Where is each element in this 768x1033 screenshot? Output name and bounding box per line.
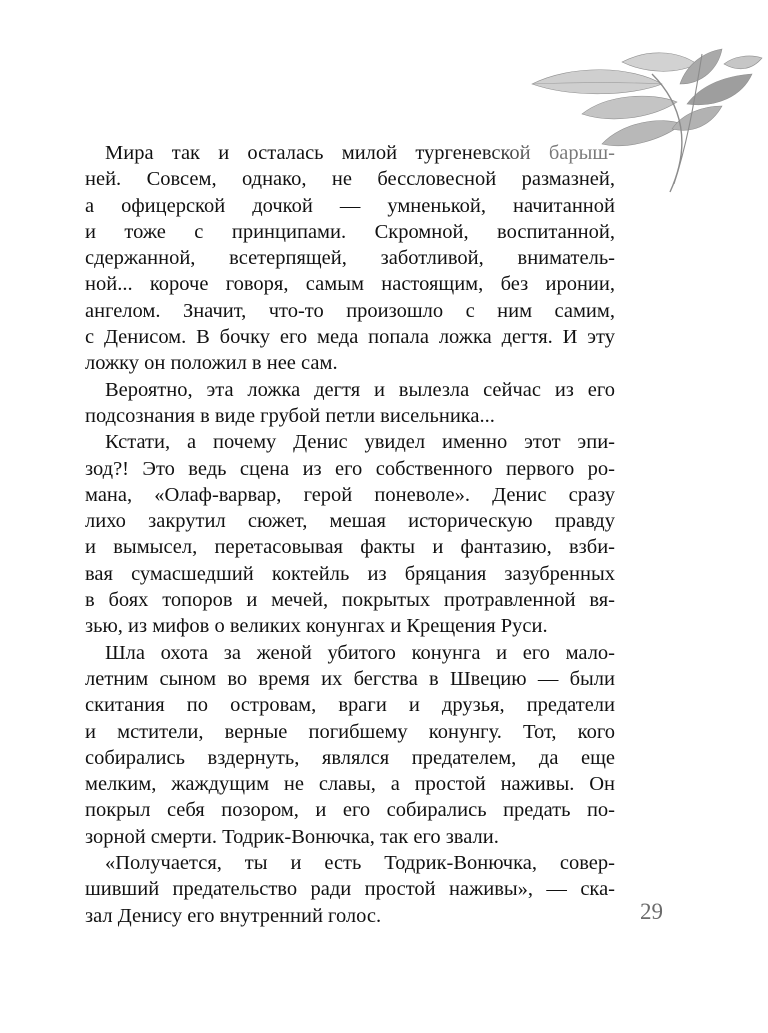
text-line: покрыл себя позором, и его собирались предать по- [85, 799, 615, 822]
text-line: с Денисом. В бочку его меда попала ложка дегтя. И эту [85, 326, 615, 349]
text-line: подсознания в виде грубой петли висельника... [85, 404, 495, 427]
paragraph [85, 850, 615, 929]
text-line: вая сумасшедший коктейль из бряцания зазубренных [85, 562, 615, 585]
page-number: 29 [640, 899, 663, 924]
text-line: ней. Совсем, однако, не бессловесной размазней, [85, 168, 615, 191]
text-line: зью, из мифов о великих конунгах и Крещения Руси. [85, 615, 548, 638]
text-line: Кстати, а почему Денис увидел именно этот эпи- [105, 431, 615, 454]
text-line: ложку он положил в нее сам. [85, 352, 338, 375]
text-line: в боях топоров и мечей, покрытых протравленной вя- [85, 589, 615, 612]
text-line: и тоже с принципами. Скромной, воспитанной, [85, 220, 615, 243]
text-line: мелким, жаждущим не славы, а простой наживы. Он [85, 773, 615, 796]
paragraph [85, 377, 615, 430]
text-line: и мстители, верные погибшему конунгу. Тот, кого [85, 720, 615, 743]
text-line: Вероятно, эта ложка дегтя и вылезла сейчас из его [105, 378, 615, 401]
text-line: а офицерской дочкой — умненькой, начитанной [85, 194, 615, 217]
text-line: зорной смерти. Тодрик-Вонючка, так его звали. [85, 825, 499, 848]
text-line: мана, «Олаф-варвар, герой поневоле». Денис сразу [85, 483, 615, 506]
text-line: собирались вздернуть, являлся предателем, да еще [85, 746, 615, 769]
text-line: зод?! Это ведь сцена из его собственного первого ро- [85, 457, 615, 480]
text-line: «Получается, ты и есть Тодрик-Вонючка, совер- [105, 852, 615, 875]
text-line: лихо закрутил сюжет, мешая историческую правду [85, 510, 615, 533]
text-line: и вымысел, перетасовывая факты и фантазию, взби- [85, 536, 615, 559]
text-line: ной... короче говоря, самым настоящим, без иронии, [85, 273, 615, 296]
paragraph [85, 640, 615, 850]
text-line: зал Денису его внутренний голос. [85, 904, 382, 927]
text-line: Мира так и осталась милой тургеневской барыш- [85, 140, 615, 166]
text-line: летним сыном во время их бегства в Швецию — были [85, 667, 615, 690]
text-line: ангелом. Значит, что-то произошло с ним самим, [85, 299, 615, 322]
text-line: шивший предательство ради простой наживы», — ска- [85, 878, 615, 901]
text-line: Шла охота за женой убитого конунга и его мало- [105, 641, 615, 664]
paragraph [85, 429, 615, 639]
text-line: сдержанной, всетерпящей, заботливой, вниматель- [85, 247, 615, 270]
paragraph [85, 140, 615, 377]
body-text [85, 140, 615, 929]
text-line: скитания по островам, враги и друзья, предатели [85, 694, 615, 717]
